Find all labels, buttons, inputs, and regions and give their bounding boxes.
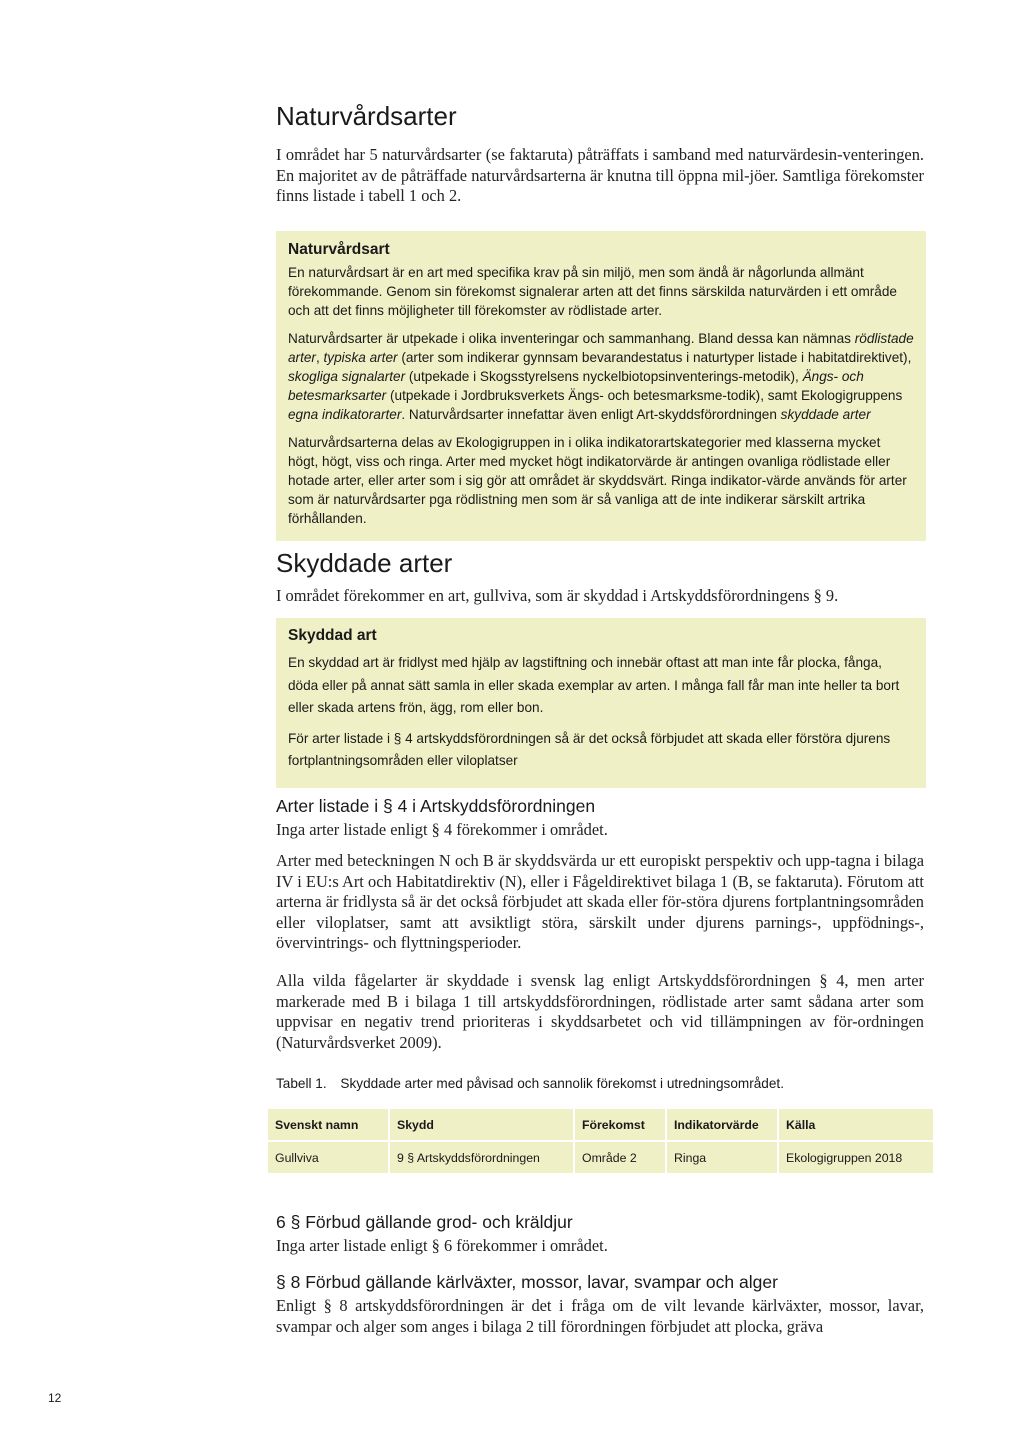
table-cell: Ringa [666,1141,778,1173]
paragraph-paragraf-4-nb: Arter med beteckningen N och B är skyddsvärda ur ett europiskt perspektiv och upp-tagna i bilaga IV i EU:s Art och Habitatdirektiv (N), eller i Fågeldirektivet bilaga 1 (B, se faktaruta). Förutom att arterna är fridlysta så är det också förbjudet att skada eller för-störa djurens fortplantningsområden eller viloplatser, samt att avsiktligt störa, särskilt under djurens parnings-, uppfödnings-, övervintrings- och flyttningsperioder. [276,851,924,952]
table-caption [276,1076,784,1091]
factbox-title: Skyddad art [288,627,377,644]
page-number: 12 [48,1391,62,1405]
column-header: Källa [778,1109,933,1141]
table-row [268,1141,933,1173]
heading-skyddade-arter: Skyddade arter [276,548,453,578]
heading-paragraf-4: Arter listade i § 4 i Artskyddsförordningen [276,796,596,816]
paragraph-skyddade-intro: I området förekommer en art, gullviva, som är skyddad i Artskyddsförordningens § 9. [276,586,839,605]
factbox-paragraph-3: Naturvårdsarterna delas av Ekologigruppen in i olika indikatorartskategorier med klasserna mycket högt, högt, viss och ringa. Arter med mycket högt indikatorvärde är antingen ovanliga rödlistade eller hotade arter, eller arter som i sig gör att området är skyddsvärt. Ringa indikator-värde används för arter som är naturvårdsarter pga rödlistning men som är så vanliga att de inte indikerar särskilt artrika förhållanden. [288,435,907,526]
table-cell: Gullviva [268,1141,389,1173]
paragraph-paragraf-6: Inga arter listade enligt § 6 förekommer i området. [276,1236,608,1255]
paragraph-paragraf-4-birds: Alla vilda fågelarter är skyddade i svensk lag enligt Artskyddsförordningen § 4, men arter markerade med B i bilaga 1 till artskyddsförordningen, rödlistade arter samt sådana arter som uppvisar en negativ trend prioriteras i skyddsarbetet och vid tillämpningen av för-ordningen (Naturvårdsverket 2009). [276,971,924,1052]
factbox-skyddad-art [276,618,926,788]
factbox-title: Naturvårdsart [288,241,390,258]
heading-naturvardsarter: Naturvårdsarter [276,101,457,131]
column-header: Skydd [389,1109,574,1141]
table-cell: 9 § Artskyddsförordningen [389,1141,574,1173]
column-header: Förekomst [574,1109,666,1141]
factbox-paragraph-1: En skyddad art är fridlyst med hjälp av lagstiftning och innebär oftast att man inte får plocka, fånga, döda eller på annat sätt samla in eller skada exemplar av arten. I många fall får man inte heller ta bort eller skada artens frön, ägg, rom eller bon. [288,655,900,715]
factbox-naturvardsart [276,231,926,541]
table-cell: Område 2 [574,1141,666,1173]
factbox-paragraph-2: Naturvårdsarter är utpekade i olika inventeringar och sammanhang. Bland dessa kan nämnas rödlistade arter, typiska arter (arter som indikerar gynnsam bevarandestatus i naturtyper listade i habitatdirektivet), skogliga signalarter (utpekade i Skogsstyrelsens nyckelbiotopsinventerings-metodik), Ängs- och betesmarksarter (utpekade i Jordbruksverkets Ängs- och betesmarksme-todik), samt Ekologigruppens egna indikatorarter. Naturvårdsarter innefattar även enligt Art-skyddsförordningen skyddade arter [288,331,914,422]
table-header-row [268,1109,933,1141]
paragraph-paragraf-4-none: Inga arter listade enligt § 4 förekommer i området. [276,820,608,839]
column-header: Indikatorvärde [666,1109,778,1141]
table-caption-text: Skyddade arter med påvisad och sannolik förekomst i utredningsområdet. [340,1076,784,1091]
paragraph-naturvardsarter-intro: I området har 5 naturvårdsarter (se faktaruta) påträffats i samband med naturvärdesin-venteringen. En majoritet av de påträffade naturvårdsarterna är knutna till öppna mil-jöer. Samtliga förekomster finns listade i tabell 1 och 2. [276,145,924,205]
species-table [268,1109,933,1173]
table-cell: Ekologigruppen 2018 [786,1150,903,1165]
factbox-paragraph-2: För arter listade i § 4 artskyddsförordningen så är det också förbjudet att skada eller förstöra djurens fortplantningsområden eller viloplatser [288,730,891,768]
heading-paragraf-8: § 8 Förbud gällande kärlväxter, mossor, lavar, svampar och alger [276,1272,778,1292]
paragraph-paragraf-8: Enligt § 8 artskyddsförordningen är det i fråga om de vilt levande kärlväxter, mossor, lavar, svampar och alger som anges i bilaga 2 till förordningen förbjudet att plocka, gräva [276,1296,924,1336]
heading-paragraf-6: 6 § Förbud gällande grod- och kräldjur [276,1212,573,1232]
column-header: Svenskt namn [268,1109,389,1141]
table-caption-number: Tabell 1. [276,1076,327,1091]
factbox-paragraph-1: En naturvårdsart är en art med specifika krav på sin miljö, men som ändå är någorlunda allmänt förekommande. Genom sin förekomst signalerar arten att det finns särskilda naturvärden i ett område och att det finns möjligheter till förekomster av rödlistade arter. [288,265,897,318]
